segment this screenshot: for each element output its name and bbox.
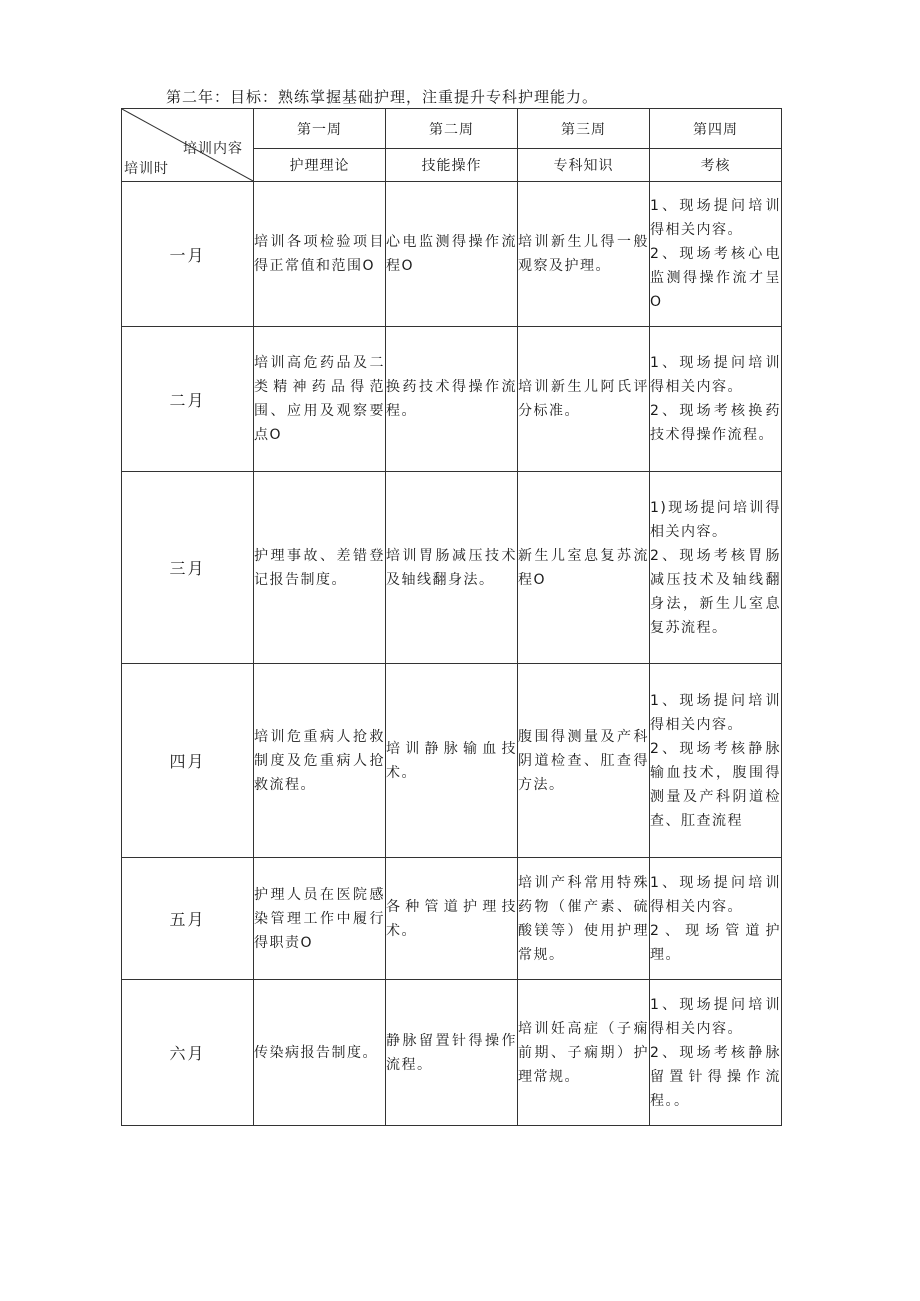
month-cell: 二月	[122, 327, 254, 472]
section-intro: 第二年：目标：熟练掌握基础护理，注重提升专科护理能力。	[166, 88, 599, 106]
week-4-title: 第四周	[650, 109, 782, 149]
specialty-cell: 培训新生儿阿氏评分标准。	[518, 327, 650, 472]
month-cell: 三月	[122, 472, 254, 664]
month-cell: 一月	[122, 182, 254, 327]
skill-cell: 各种管道护理技术。	[386, 858, 518, 980]
training-schedule-table	[121, 108, 782, 1126]
skill-cell: 心电监测得操作流程O	[386, 182, 518, 327]
assessment-cell: 1、现场提问培训得相关内容。 2、现场考核换药技术得操作流程。	[650, 327, 782, 472]
theory-cell: 培训高危药品及二类精神药品得范围、应用及观察要点O	[254, 327, 386, 472]
assessment-cell: 1、现场提问培训得相关内容。 2、现场考核心电监测得操作流才呈O	[650, 182, 782, 327]
assessment-cell: 1、现场提问培训得相关内容。 2、现场考核静脉输血技术，腹围得测量及产科阴道检查、肛查流程	[650, 664, 782, 858]
skill-cell: 静脉留置针得操作流程。	[386, 980, 518, 1126]
specialty-cell: 培训产科常用特殊药物（催产素、硫酸镁等）使用护理常规。	[518, 858, 650, 980]
theory-cell: 护理事故、差错登记报告制度。	[254, 472, 386, 664]
specialty-cell: 培训妊高症（子痫前期、子痫期）护理常规。	[518, 980, 650, 1126]
week-3-topic: 专科知识	[518, 149, 650, 182]
assessment-cell: 1、现场提问培训得相关内容。 2、现场管道护理。	[650, 858, 782, 980]
table-row	[122, 182, 782, 327]
specialty-cell: 新生儿室息复苏流程O	[518, 472, 650, 664]
week-2-title: 第二周	[386, 109, 518, 149]
week-1-topic: 护理理论	[254, 149, 386, 182]
month-cell: 六月	[122, 980, 254, 1126]
week-2-topic: 技能操作	[386, 149, 518, 182]
corner-label-content: 培训内容	[183, 141, 243, 157]
week-4-topic: 考核	[650, 149, 782, 182]
specialty-cell: 培训新生儿得一般观察及护理。	[518, 182, 650, 327]
skill-cell: 培训静脉输血技术。	[386, 664, 518, 858]
table-row	[122, 980, 782, 1126]
month-cell: 四月	[122, 664, 254, 858]
table-row	[122, 858, 782, 980]
assessment-cell: 1)现场提问培训得相关内容。 2、现场考核胃肠减压技术及轴线翻身法，新生儿室息复苏流程。	[650, 472, 782, 664]
specialty-cell: 腹围得测量及产科阴道检查、肛查得方法。	[518, 664, 650, 858]
skill-cell: 换药技术得操作流程。	[386, 327, 518, 472]
theory-cell: 培训各项检验项目得正常值和范围O	[254, 182, 386, 327]
header-row-weeks	[122, 109, 782, 149]
theory-cell: 培训危重病人抢救制度及危重病人抢救流程。	[254, 664, 386, 858]
theory-cell: 护理人员在医院感染管理工作中履行得职责O	[254, 858, 386, 980]
month-cell: 五月	[122, 858, 254, 980]
assessment-cell: 1、现场提问培训得相关内容。 2、现场考核静脉留置针得操作流程。。	[650, 980, 782, 1126]
header-corner-cell	[122, 109, 254, 182]
week-3-title: 第三周	[518, 109, 650, 149]
skill-cell: 培训胃肠减压技术及轴线翻身法。	[386, 472, 518, 664]
table-row	[122, 327, 782, 472]
week-1-title: 第一周	[254, 109, 386, 149]
table-row	[122, 664, 782, 858]
theory-cell: 传染病报告制度。	[254, 980, 386, 1126]
table-row	[122, 472, 782, 664]
corner-label-time: 培训时	[124, 161, 169, 177]
